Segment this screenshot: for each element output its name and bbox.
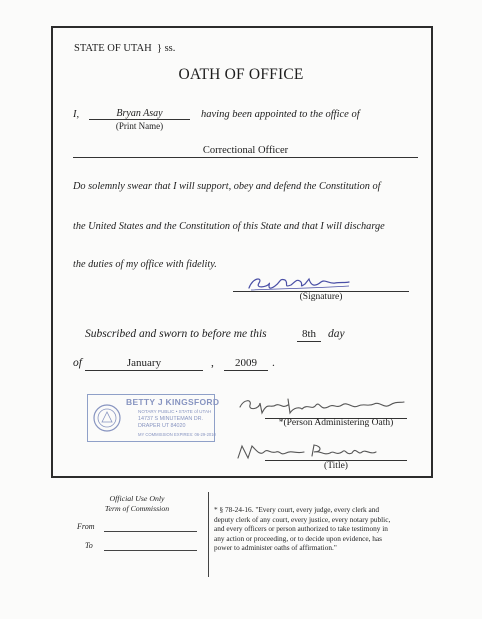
- state-heading: [74, 43, 175, 54]
- of-label: of: [73, 357, 82, 369]
- from-label: From: [77, 522, 95, 531]
- statute-line-1: * § 78-24-16. "Every court, every judge, every clerk and: [214, 505, 380, 514]
- to-label: To: [85, 541, 93, 550]
- state-seal-icon: [92, 401, 122, 435]
- day-word: day: [328, 328, 345, 340]
- notary-line-1: NOTARY PUBLIC • STATE of UTAH: [138, 409, 212, 414]
- administering-label: *(Person Administering Oath): [278, 418, 394, 428]
- oath-line-3: the duties of my office with fidelity.: [73, 259, 217, 270]
- statute-line-3: and every officers or person authorized to take testimony in: [214, 524, 388, 534]
- subscribed-text: Subscribed and sworn to before me this: [85, 328, 267, 340]
- notary-name: BETTY J KINGSFORD: [126, 397, 220, 407]
- i-label: I,: [73, 109, 80, 120]
- statute-line-5: power to administer oaths of affirmation.": [214, 543, 337, 553]
- month-line: [85, 370, 203, 371]
- print-name-label: (Print Name): [115, 121, 164, 131]
- date-comma: ,: [211, 357, 214, 369]
- administering-signature: [238, 395, 408, 419]
- title-label: (Title): [324, 461, 348, 471]
- notary-line-4: MY COMMISSION EXPIRES: 06-29-2010: [138, 432, 216, 437]
- state-name: STATE OF UTAH: [74, 43, 152, 54]
- print-name-value: Bryan Asay: [116, 108, 163, 119]
- year-line: [224, 370, 268, 371]
- notary-line-3: DRAPER UT 84020: [138, 423, 186, 429]
- statute-line-4: any action or proceeding, or to decide upon evidence, has: [214, 533, 382, 543]
- notary-stamp: [87, 394, 220, 442]
- office-value: Correctional Officer: [202, 145, 289, 156]
- month-value: January: [126, 357, 162, 369]
- oath-line-2: the United States and the Constitution of this State and that I will discharge: [73, 221, 385, 232]
- day-line: [297, 341, 321, 342]
- notary-line-2: 14737 S MINUTEMAN DR.: [138, 416, 204, 422]
- to-line: [104, 550, 197, 551]
- day-value: 8th: [301, 328, 317, 340]
- oath-line-1: Do solemnly swear that I will support, obey and defend the Constitution of: [73, 181, 381, 192]
- statute-line-2: deputy clerk of any court, every justice, every notary public,: [214, 514, 391, 524]
- signature-label: (Signature): [299, 292, 343, 302]
- date-period: .: [272, 357, 275, 369]
- statute-text: [214, 505, 432, 553]
- year-value: 2009: [235, 357, 257, 369]
- official-use-label: Official Use Only: [109, 494, 165, 503]
- from-line: [104, 531, 197, 532]
- page-title: OATH OF OFFICE: [178, 66, 304, 83]
- official-use-heading: [92, 494, 182, 514]
- appointed-text: having been appointed to the office of: [201, 109, 360, 120]
- office-line: [73, 157, 418, 158]
- ss-marker: } ss.: [156, 43, 176, 54]
- print-name-line: [89, 119, 190, 120]
- term-of-commission-label: Term of Commission: [104, 504, 170, 513]
- title-handwriting: [234, 440, 384, 462]
